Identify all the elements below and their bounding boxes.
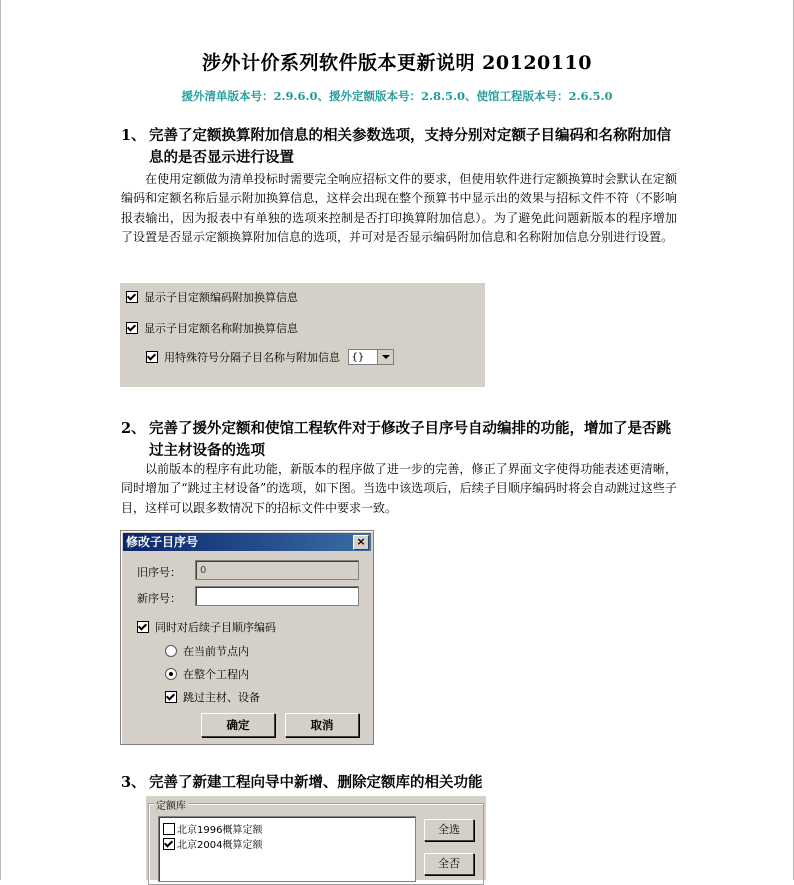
cancel-button[interactable]: 取消 (285, 713, 359, 737)
radio-icon[interactable] (165, 645, 177, 657)
quota-library-panel (146, 796, 486, 880)
section-number: 3、 (121, 774, 146, 791)
chevron-down-icon[interactable] (377, 350, 393, 364)
section-1-heading (121, 125, 681, 169)
checkbox-checked-icon[interactable] (126, 291, 138, 303)
checkbox-icon[interactable] (163, 823, 175, 835)
close-icon[interactable]: × (353, 535, 369, 550)
checkbox-checked-icon[interactable] (146, 351, 158, 363)
section-heading-text: 完善了援外定额和使馆工程软件对于修改子目序号自动编排的功能，增加了是否跳过主材设备的选项 (149, 420, 671, 459)
section-1-body: 在使用定额做为清单投标时需要完全响应招标文件的要求，但使用软件进行定额换算时会默认在定额编码和定额名称后显示附加换算信息，这样会出现在整个预算书中显示出的效果与招标文件不符（不影响报表输出，因为报表中有单独的选项来控制是否打印换算附加信息）。为了避免此问题新版本的程序增加了设置是否显示定额换算附加信息的选项，并可对是否显示编码附加信息和名称附加信息分别进行设置。 (121, 172, 677, 245)
modify-sequence-dialog (120, 530, 374, 745)
new-number-input[interactable] (195, 586, 359, 606)
old-number-label: 旧序号： (137, 566, 181, 579)
list-item[interactable]: 北京1996概算定额 (163, 821, 262, 836)
section-3-heading (121, 772, 681, 794)
dialog-title: 修改子目序号 (126, 535, 199, 549)
option-name-info[interactable]: 显示子目定额名称附加换算信息 (126, 320, 298, 336)
page-left-edge (0, 0, 1, 880)
checkbox-checked-icon[interactable] (165, 691, 177, 703)
radio-selected-icon[interactable] (165, 668, 177, 680)
section-number: 1、 (121, 127, 146, 144)
checkbox-checked-icon[interactable] (126, 322, 138, 334)
document-title: 涉外计价系列软件版本更新说明 20120110 (202, 52, 592, 74)
select-none-button[interactable]: 全否 (424, 853, 474, 875)
version-subtitle: 援外清单版本号：2.9.6.0、援外定额版本号：2.8.5.0、使馆工程版本号：2.6.5.0 (181, 89, 613, 103)
section-number: 2、 (121, 420, 146, 437)
checkbox-checked-icon[interactable] (137, 621, 149, 633)
option-separator[interactable]: 用特殊符号分隔子目名称与附加信息 {} (146, 349, 394, 365)
section-2-heading (121, 418, 681, 462)
skip-material-equipment-checkbox[interactable]: 跳过主材、设备 (165, 689, 260, 705)
section-2-body: 以前版本的程序有此功能，新版本的程序做了进一步的完善，修正了界面文字使得功能表述更清晰，同时增加了“跳过主材设备”的选项，如下图。当选中该选项后，后续子目顺序编码时将会自动跳过这些子目，这样可以跟多数情况下的招标文件中要求一致。 (121, 462, 677, 515)
section-heading-text: 完善了新建工程向导中新增、删除定额库的相关功能 (149, 774, 483, 791)
display-options-panel (120, 283, 485, 387)
quota-library-legend: 定额库 (154, 797, 188, 812)
radio-whole-project[interactable]: 在整个工程内 (165, 666, 249, 682)
option-code-info[interactable]: 显示子目定额编码附加换算信息 (126, 289, 298, 305)
radio-current-node[interactable]: 在当前节点内 (165, 643, 249, 659)
old-number-field: 0 (195, 560, 359, 580)
separator-select[interactable]: {} (348, 349, 394, 365)
section-heading-text: 完善了定额换算附加信息的相关参数选项，支持分别对定额子目编码和名称附加信息的是否显示进行设置 (149, 127, 671, 166)
dialog-titlebar[interactable] (123, 533, 371, 551)
new-number-label: 新序号： (137, 592, 181, 605)
ok-button[interactable]: 确定 (201, 713, 275, 737)
select-all-button[interactable]: 全选 (424, 819, 474, 841)
quota-library-list[interactable] (158, 816, 416, 882)
checkbox-checked-icon[interactable] (163, 838, 175, 850)
list-item[interactable]: 北京2004概算定额 (163, 836, 262, 851)
renumber-subsequent-checkbox[interactable]: 同时对后续子目顺序编码 (137, 619, 276, 635)
